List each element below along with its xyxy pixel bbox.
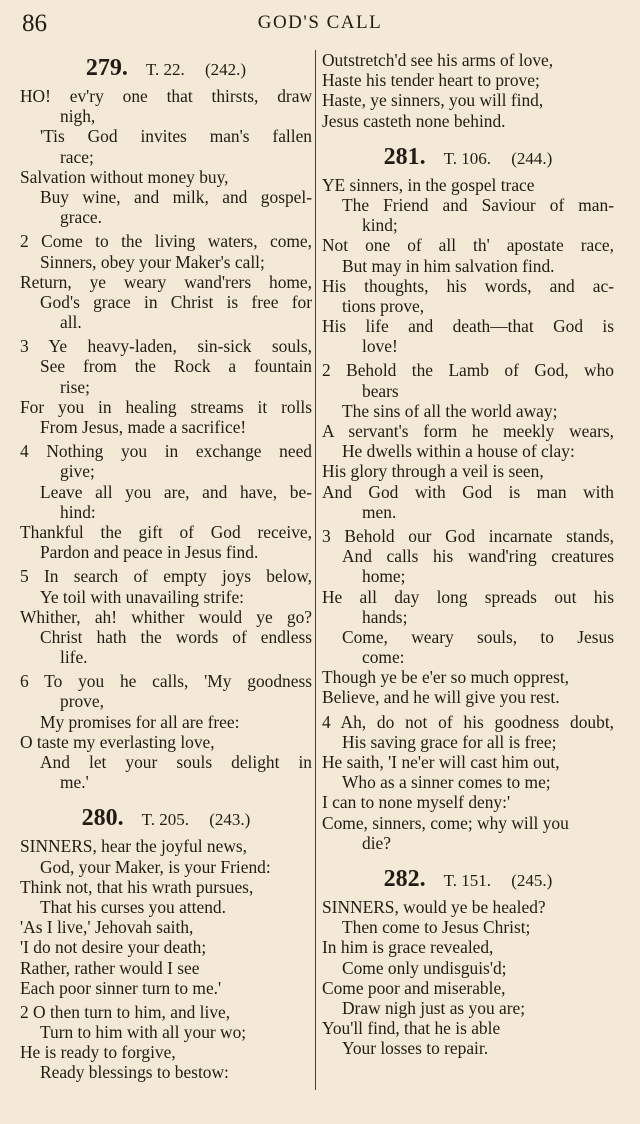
verse-line: His saving grace for all is free;: [342, 731, 557, 752]
verse-line: I can to none myself deny:': [322, 792, 511, 813]
verse-line: Who as a sinner comes to me;: [342, 772, 551, 793]
verse-line: kind;: [362, 215, 398, 236]
hymn-number: 279.: [85, 55, 128, 81]
verse-line: Think not, that his wrath pursues,: [20, 876, 254, 897]
verse-line: Come, sinners, come; why will you: [322, 812, 569, 833]
verse-line: Each poor sinner turn to me.': [20, 977, 222, 998]
hymn-heading-279: [20, 50, 312, 86]
verse-line: SINNERS, hear the joyful news,: [20, 836, 248, 857]
hymn-reference: (242.): [205, 60, 247, 79]
tune-number: T. 106.: [443, 148, 491, 168]
verse-line: Come, weary souls, to Jesus: [342, 626, 614, 647]
verse-line: die?: [362, 832, 391, 853]
verse-line: His life and death—that God is: [322, 316, 614, 337]
verse-line: give;: [60, 461, 95, 482]
hymn-reference: (245.): [511, 870, 553, 890]
verse-line: 'Tis God invites man's fallen: [40, 126, 312, 147]
verse-line: HO! ev'ry one that thirsts, draw: [20, 86, 312, 106]
hymn-heading-282: [322, 861, 614, 897]
tune-number: T. 205.: [141, 810, 189, 830]
verse-line: home;: [362, 566, 406, 587]
hymn-number: 280.: [81, 805, 124, 832]
verse-line: In him is grace revealed,: [322, 937, 494, 958]
verse-line: And let your souls delight in: [40, 752, 312, 772]
verse-line: That his curses you attend.: [40, 896, 226, 917]
verse-line: Leave all you are, and have, be-: [40, 481, 312, 502]
verse-line: prove,: [60, 691, 104, 712]
verse-line: God's grace in Christ is free for: [40, 291, 312, 312]
hymn-number: 281.: [383, 143, 426, 170]
verse-line: love!: [362, 336, 398, 357]
verse-line: bears: [362, 380, 399, 401]
verse-line: life.: [60, 647, 88, 668]
verse-line: SINNERS, would ye be healed?: [322, 896, 546, 917]
verse-line: grace.: [60, 207, 102, 228]
verse-line: The sins of all the world away;: [342, 400, 558, 421]
verse-line: rise;: [60, 376, 90, 397]
verse-line: Ready blessings to bestow:: [40, 1062, 229, 1083]
hymn-279: [20, 86, 312, 792]
verse-line: And calls his wand'ring creatures: [342, 546, 614, 567]
verse-line: And God with God is man with: [322, 481, 614, 502]
verse-line: all.: [60, 312, 82, 333]
verse-line: Pardon and peace in Jesus find.: [40, 542, 259, 563]
verse-line: 2 O then turn to him, and live,: [20, 1001, 231, 1022]
verse-line: come:: [362, 647, 405, 668]
verse-line: Jesus casteth none behind.: [322, 110, 506, 131]
verse-line: The Friend and Saviour of man-: [342, 194, 614, 215]
verse-line: His thoughts, his words, and ac-: [322, 275, 614, 296]
verse-line: hind:: [60, 501, 96, 522]
verse-line: 3 Ye heavy-laden, sin-sick souls,: [20, 336, 312, 357]
hymn-281: [322, 175, 614, 853]
page-number: 86: [22, 10, 47, 37]
hymn-282: [322, 897, 614, 1059]
verse-line: Christ hath the words of endless: [40, 626, 312, 647]
verse-line: Rather, rather would I see: [20, 957, 200, 978]
verse-line: Outstretch'd see his arms of love,: [322, 50, 554, 70]
verse-line: 5 In search of empty joys below,: [20, 566, 312, 587]
verse-line: He all day long spreads out his: [322, 586, 614, 607]
verse-line: Though ye be e'er so much opprest,: [322, 667, 570, 688]
verse-line: He saith, 'I ne'er will cast him out,: [322, 752, 560, 772]
verse-line: Ye toil with unavailing strife:: [40, 586, 245, 607]
verse-line: Not one of all th' apostate race,: [322, 235, 614, 256]
verse-line: His glory through a veil is seen,: [322, 461, 544, 482]
hymn-number: 282.: [383, 865, 426, 892]
verse-line: Haste, ye sinners, you will find,: [322, 90, 544, 111]
hymn-280: [20, 836, 312, 1082]
verse-line: nigh,: [60, 106, 96, 127]
running-title: GOD'S CALL: [257, 12, 383, 33]
verse-line: 2 Come to the living waters, come,: [20, 231, 312, 252]
verse-line: Believe, and he will give you rest.: [322, 687, 560, 708]
left-column: [20, 50, 312, 1083]
verse-line: He is ready to forgive,: [20, 1042, 176, 1063]
verse-line: O taste my everlasting love,: [20, 731, 215, 752]
verse-line: YE sinners, in the gospel trace: [322, 174, 535, 195]
verse-line: Buy wine, and milk, and gospel-: [40, 186, 312, 207]
verse-line: A servant's form he meekly wears,: [322, 421, 614, 441]
verse-line: 4 Nothing you in exchange need: [20, 441, 312, 462]
verse-line: race;: [60, 146, 94, 167]
verse-line: Return, ye weary wand'rers home,: [20, 271, 312, 292]
tune-number: T. 151.: [443, 870, 491, 890]
verse-line: me.': [60, 772, 89, 793]
hymn-heading-280: [20, 800, 312, 836]
verse-line: Turn to him with all your wo;: [40, 1022, 247, 1043]
verse-line: 6 To you he calls, 'My goodness: [20, 671, 312, 692]
verse-line: Thankful the gift of God receive,: [20, 521, 312, 542]
verse-line: From Jesus, made a sacrifice!: [40, 417, 247, 437]
column-rule: [315, 50, 316, 1090]
verse-line: Draw nigh just as you are;: [342, 997, 526, 1018]
verse-line: men.: [362, 501, 397, 522]
verse-line: 2 Behold the Lamb of God, who: [322, 360, 614, 381]
verse-line: Whither, ah! whither would ye go?: [20, 606, 312, 627]
verse-line: Come poor and miserable,: [322, 977, 506, 998]
verse-line: Come only undisguis'd;: [342, 957, 507, 978]
hymn-280-continued: [322, 50, 614, 131]
verse-line: Haste his tender heart to prove;: [322, 70, 540, 91]
right-column: [322, 50, 614, 1058]
verse-line: Then come to Jesus Christ;: [342, 917, 531, 938]
verse-line: You'll find, that he is able: [322, 1018, 501, 1039]
verse-line: See from the Rock a fountain: [40, 356, 312, 377]
verse-line: For you in healing streams it rolls: [20, 396, 312, 417]
verse-line: Sinners, obey your Maker's call;: [40, 251, 265, 272]
verse-line: My promises for all are free:: [40, 711, 240, 732]
hymn-heading-281: [322, 139, 614, 175]
hymn-reference: (243.): [209, 810, 251, 830]
verse-line: 3 Behold our God incarnate stands,: [322, 525, 614, 546]
verse-line: God, your Maker, is your Friend:: [40, 856, 271, 877]
verse-line: 'As I live,' Jehovah saith,: [20, 917, 194, 938]
verse-line: hands;: [362, 606, 408, 627]
verse-line: Your losses to repair.: [342, 1038, 489, 1059]
hymn-reference: (244.): [511, 148, 553, 168]
verse-line: He dwells within a house of clay:: [342, 441, 575, 462]
verse-line: 4 Ah, do not of his goodness doubt,: [322, 711, 614, 732]
tune-number: T. 22.: [145, 60, 185, 79]
verse-line: But may in him salvation find.: [342, 255, 555, 276]
verse-line: 'I do not desire your death;: [20, 937, 207, 958]
verse-line: tions prove,: [342, 295, 425, 316]
verse-line: Salvation without money buy,: [20, 166, 229, 187]
